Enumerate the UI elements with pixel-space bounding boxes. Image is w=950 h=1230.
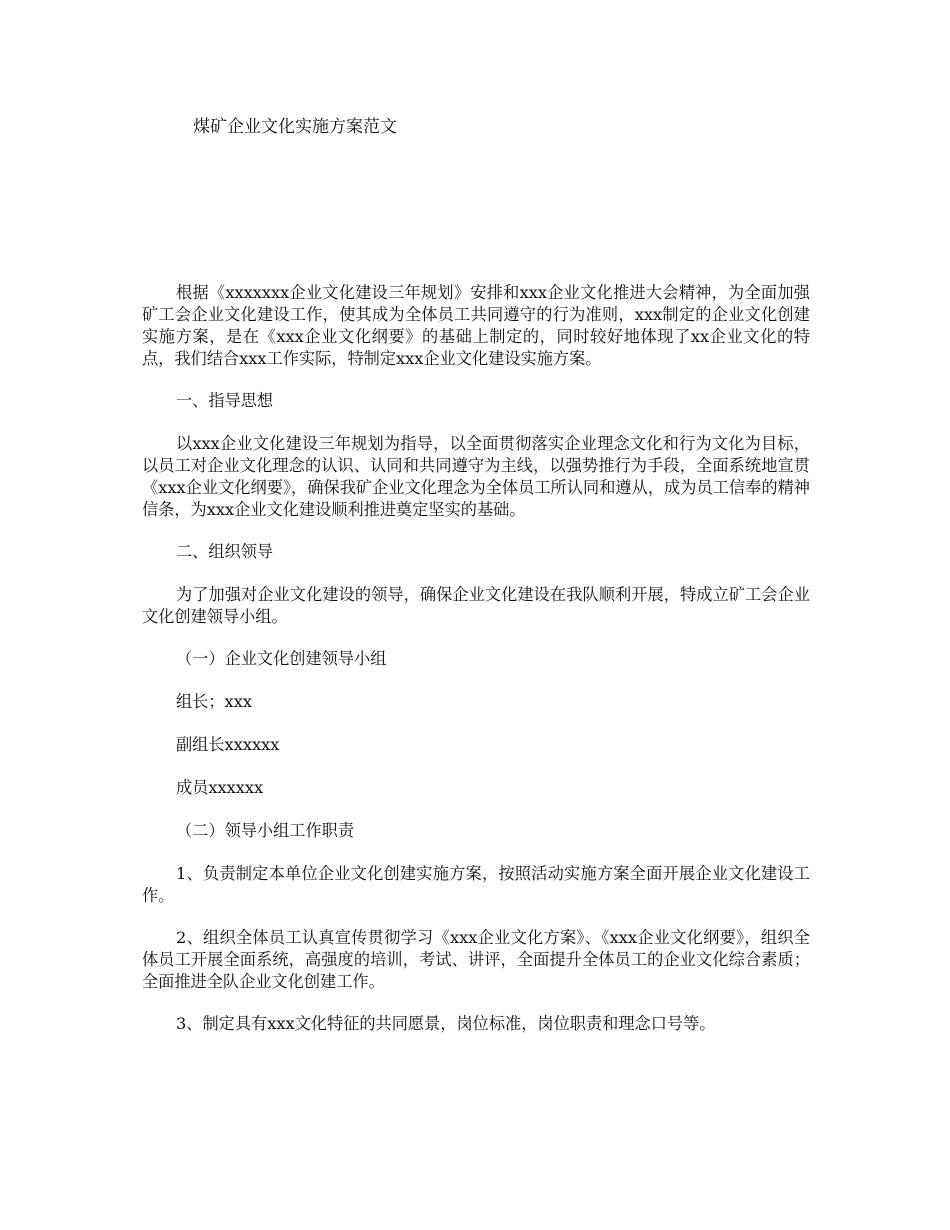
document-title: 煤矿企业文化实施方案范文 (193, 117, 397, 137)
duty-item-3: 3、制定具有xxx文化特征的共同愿景，岗位标准，岗位职责和理念口号等。 (176, 1014, 716, 1033)
paragraph-intro: 根据《xxxxxxx企业文化建设三年规划》安排和xxx企业文化推进大会精神，为全面加强矿工会企业文化建设工作，使其成为全体员工共同遵守的行为准则，xxx制定的企业文化创建实施方案，是在《xxx企业文化纲要》的基础上制定的，同时较好地体现了xx企业文化的特点，我们结合xxx工作实际，特制定xxx企业文化建设实施方案。 (142, 283, 810, 368)
group-leader-line: 组长；xxx (176, 692, 252, 711)
paragraph-organization: 为了加强对企业文化建设的领导，确保企业文化建设在我队顺利开展，特成立矿工会企业文化创建领导小组。 (142, 585, 810, 626)
section-heading-organization: 二、组织领导 (176, 542, 274, 561)
subsection-heading-leading-group: （一）企业文化创建领导小组 (176, 649, 387, 668)
duty-item-1: 1、负责制定本单位企业文化创建实施方案，按照活动实施方案全面开展企业文化建设工作。 (142, 864, 810, 905)
members-line: 成员xxxxxx (176, 778, 264, 797)
document-body (142, 282, 810, 1055)
paragraph-guiding-ideology: 以xxx企业文化建设三年规划为指导，以全面贯彻落实企业理念文化和行为文化为目标，以员工对企业文化理念的认识、认同和共同遵守为主线，以强势推行为手段，全面系统地宣贯《xxx企业文化纲要》，确保我矿企业文化理念为全体员工所认同和遵从，成为员工信奉的精神信条，为xxx企业文化建设顺利推进奠定坚实的基础。 (142, 434, 810, 519)
section-heading-guiding-ideology: 一、指导思想 (176, 391, 274, 410)
deputy-leader-line: 副组长xxxxxx (176, 735, 280, 754)
subsection-heading-duties: （二）领导小组工作职责 (176, 821, 355, 840)
duty-item-2: 2、组织全体员工认真宣传贯彻学习《xxx企业文化方案》、《xxx企业文化纲要》，组织全体员工开展全面系统，高强度的培训，考试、讲评，全面提升全体员工的企业文化综合素质；全面推进全队企业文化创建工作。 (142, 928, 810, 991)
